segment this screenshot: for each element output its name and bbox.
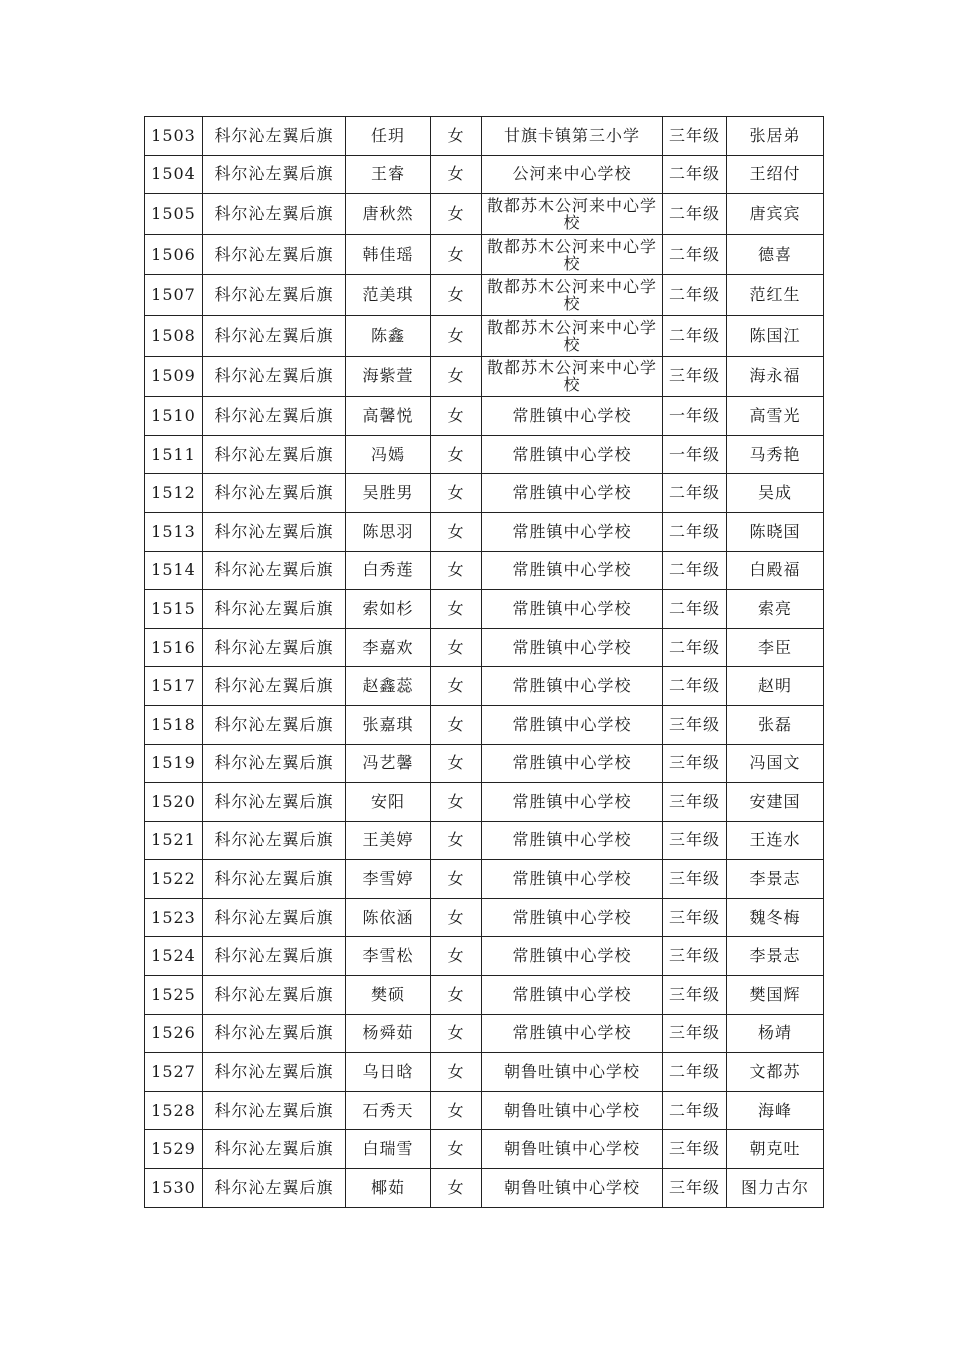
table-row (145, 474, 824, 513)
guardian-cell: 吴成 (727, 474, 824, 513)
gender-cell: 女 (431, 512, 482, 551)
gender-cell: 女 (431, 898, 482, 937)
guardian-cell: 安建国 (727, 783, 824, 822)
table-row (145, 898, 824, 937)
banner-cell: 科尔沁左翼后旗 (203, 275, 346, 316)
serial-number-cell: 1508 (145, 315, 203, 356)
banner-cell: 科尔沁左翼后旗 (203, 155, 346, 194)
serial-number-cell: 1514 (145, 551, 203, 590)
gender-cell: 女 (431, 667, 482, 706)
gender-cell: 女 (431, 590, 482, 629)
gender-cell: 女 (431, 234, 482, 275)
student-name-cell: 吴胜男 (346, 474, 431, 513)
grade-cell: 二年级 (663, 1091, 727, 1130)
student-name-cell: 李雪婷 (346, 860, 431, 899)
gender-cell: 女 (431, 275, 482, 316)
table-row (145, 1014, 824, 1053)
school-cell: 公河来中心学校 (482, 155, 663, 194)
gender-cell: 女 (431, 1014, 482, 1053)
serial-number-cell: 1522 (145, 860, 203, 899)
gender-cell: 女 (431, 155, 482, 194)
guardian-cell: 文都苏 (727, 1053, 824, 1092)
banner-cell: 科尔沁左翼后旗 (203, 1130, 346, 1169)
school-cell: 常胜镇中心学校 (482, 744, 663, 783)
grade-cell: 三年级 (663, 860, 727, 899)
guardian-cell: 陈晓国 (727, 512, 824, 551)
guardian-cell: 索亮 (727, 590, 824, 629)
table-row (145, 117, 824, 156)
grade-cell: 三年级 (663, 821, 727, 860)
table-row (145, 397, 824, 436)
table-row (145, 234, 824, 275)
grade-cell: 三年级 (663, 705, 727, 744)
student-name-cell: 陈鑫 (346, 315, 431, 356)
school-cell: 常胜镇中心学校 (482, 667, 663, 706)
guardian-cell: 唐宾宾 (727, 194, 824, 235)
serial-number-cell: 1517 (145, 667, 203, 706)
banner-cell: 科尔沁左翼后旗 (203, 705, 346, 744)
grade-cell: 二年级 (663, 155, 727, 194)
grade-cell: 三年级 (663, 937, 727, 976)
school-cell: 常胜镇中心学校 (482, 821, 663, 860)
gender-cell: 女 (431, 744, 482, 783)
guardian-cell: 陈国江 (727, 315, 824, 356)
banner-cell: 科尔沁左翼后旗 (203, 356, 346, 397)
gender-cell: 女 (431, 474, 482, 513)
grade-cell: 二年级 (663, 194, 727, 235)
banner-cell: 科尔沁左翼后旗 (203, 474, 346, 513)
gender-cell: 女 (431, 117, 482, 156)
school-cell: 散都苏木公河来中心学校 (482, 194, 663, 235)
student-name-cell: 王美婷 (346, 821, 431, 860)
serial-number-cell: 1520 (145, 783, 203, 822)
table-row (145, 590, 824, 629)
student-name-cell: 冯艺馨 (346, 744, 431, 783)
serial-number-cell: 1528 (145, 1091, 203, 1130)
student-name-cell: 王睿 (346, 155, 431, 194)
grade-cell: 二年级 (663, 512, 727, 551)
serial-number-cell: 1506 (145, 234, 203, 275)
table-row (145, 628, 824, 667)
serial-number-cell: 1510 (145, 397, 203, 436)
serial-number-cell: 1525 (145, 976, 203, 1015)
guardian-cell: 冯国文 (727, 744, 824, 783)
serial-number-cell: 1519 (145, 744, 203, 783)
gender-cell: 女 (431, 1130, 482, 1169)
school-cell: 常胜镇中心学校 (482, 397, 663, 436)
student-name-cell: 杨舜茹 (346, 1014, 431, 1053)
gender-cell: 女 (431, 356, 482, 397)
guardian-cell: 杨靖 (727, 1014, 824, 1053)
table-row (145, 667, 824, 706)
guardian-cell: 马秀艳 (727, 435, 824, 474)
gender-cell: 女 (431, 860, 482, 899)
grade-cell: 二年级 (663, 1053, 727, 1092)
grade-cell: 一年级 (663, 397, 727, 436)
school-cell: 常胜镇中心学校 (482, 705, 663, 744)
school-cell: 常胜镇中心学校 (482, 628, 663, 667)
student-name-cell: 陈依涵 (346, 898, 431, 937)
banner-cell: 科尔沁左翼后旗 (203, 234, 346, 275)
table-row (145, 194, 824, 235)
table-row (145, 937, 824, 976)
grade-cell: 三年级 (663, 1169, 727, 1208)
grade-cell: 二年级 (663, 315, 727, 356)
school-cell: 常胜镇中心学校 (482, 435, 663, 474)
table-row (145, 356, 824, 397)
roster-body (145, 117, 824, 1208)
banner-cell: 科尔沁左翼后旗 (203, 821, 346, 860)
school-cell: 朝鲁吐镇中心学校 (482, 1169, 663, 1208)
gender-cell: 女 (431, 937, 482, 976)
serial-number-cell: 1509 (145, 356, 203, 397)
banner-cell: 科尔沁左翼后旗 (203, 783, 346, 822)
grade-cell: 三年级 (663, 356, 727, 397)
gender-cell: 女 (431, 821, 482, 860)
gender-cell: 女 (431, 976, 482, 1015)
gender-cell: 女 (431, 435, 482, 474)
banner-cell: 科尔沁左翼后旗 (203, 590, 346, 629)
school-cell: 散都苏木公河来中心学校 (482, 356, 663, 397)
guardian-cell: 魏冬梅 (727, 898, 824, 937)
table-row (145, 435, 824, 474)
student-name-cell: 赵鑫蕊 (346, 667, 431, 706)
table-row (145, 155, 824, 194)
student-name-cell: 韩佳瑶 (346, 234, 431, 275)
school-cell: 朝鲁吐镇中心学校 (482, 1053, 663, 1092)
school-cell: 常胜镇中心学校 (482, 590, 663, 629)
grade-cell: 三年级 (663, 783, 727, 822)
gender-cell: 女 (431, 1091, 482, 1130)
school-cell: 常胜镇中心学校 (482, 976, 663, 1015)
serial-number-cell: 1511 (145, 435, 203, 474)
guardian-cell: 白殿福 (727, 551, 824, 590)
banner-cell: 科尔沁左翼后旗 (203, 435, 346, 474)
serial-number-cell: 1512 (145, 474, 203, 513)
banner-cell: 科尔沁左翼后旗 (203, 397, 346, 436)
grade-cell: 一年级 (663, 435, 727, 474)
student-name-cell: 白秀莲 (346, 551, 431, 590)
gender-cell: 女 (431, 194, 482, 235)
gender-cell: 女 (431, 783, 482, 822)
gender-cell: 女 (431, 628, 482, 667)
school-cell: 散都苏木公河来中心学校 (482, 275, 663, 316)
guardian-cell: 李景志 (727, 860, 824, 899)
banner-cell: 科尔沁左翼后旗 (203, 898, 346, 937)
banner-cell: 科尔沁左翼后旗 (203, 551, 346, 590)
grade-cell: 二年级 (663, 590, 727, 629)
table-row (145, 821, 824, 860)
student-name-cell: 张嘉琪 (346, 705, 431, 744)
grade-cell: 二年级 (663, 628, 727, 667)
school-cell: 朝鲁吐镇中心学校 (482, 1130, 663, 1169)
school-cell: 散都苏木公河来中心学校 (482, 315, 663, 356)
serial-number-cell: 1503 (145, 117, 203, 156)
school-cell: 常胜镇中心学校 (482, 898, 663, 937)
serial-number-cell: 1518 (145, 705, 203, 744)
student-name-cell: 范美琪 (346, 275, 431, 316)
serial-number-cell: 1505 (145, 194, 203, 235)
table-row (145, 860, 824, 899)
grade-cell: 二年级 (663, 551, 727, 590)
banner-cell: 科尔沁左翼后旗 (203, 976, 346, 1015)
grade-cell: 二年级 (663, 667, 727, 706)
banner-cell: 科尔沁左翼后旗 (203, 315, 346, 356)
table-row (145, 783, 824, 822)
table-row (145, 551, 824, 590)
student-name-cell: 唐秋然 (346, 194, 431, 235)
school-cell: 常胜镇中心学校 (482, 783, 663, 822)
guardian-cell: 海峰 (727, 1091, 824, 1130)
student-name-cell: 任玥 (346, 117, 431, 156)
table-row (145, 744, 824, 783)
guardian-cell: 海永福 (727, 356, 824, 397)
banner-cell: 科尔沁左翼后旗 (203, 1053, 346, 1092)
student-name-cell: 白瑞雪 (346, 1130, 431, 1169)
school-cell: 常胜镇中心学校 (482, 512, 663, 551)
table-row (145, 1169, 824, 1208)
serial-number-cell: 1527 (145, 1053, 203, 1092)
school-cell: 散都苏木公河来中心学校 (482, 234, 663, 275)
banner-cell: 科尔沁左翼后旗 (203, 1014, 346, 1053)
guardian-cell: 赵明 (727, 667, 824, 706)
guardian-cell: 朝克吐 (727, 1130, 824, 1169)
serial-number-cell: 1523 (145, 898, 203, 937)
gender-cell: 女 (431, 705, 482, 744)
banner-cell: 科尔沁左翼后旗 (203, 512, 346, 551)
table-row (145, 976, 824, 1015)
table-row (145, 1130, 824, 1169)
table-row (145, 315, 824, 356)
banner-cell: 科尔沁左翼后旗 (203, 117, 346, 156)
banner-cell: 科尔沁左翼后旗 (203, 194, 346, 235)
serial-number-cell: 1513 (145, 512, 203, 551)
guardian-cell: 王绍付 (727, 155, 824, 194)
student-name-cell: 李雪松 (346, 937, 431, 976)
grade-cell: 三年级 (663, 1130, 727, 1169)
serial-number-cell: 1521 (145, 821, 203, 860)
grade-cell: 三年级 (663, 117, 727, 156)
guardian-cell: 樊国辉 (727, 976, 824, 1015)
school-cell: 常胜镇中心学校 (482, 937, 663, 976)
student-name-cell: 安阳 (346, 783, 431, 822)
guardian-cell: 德喜 (727, 234, 824, 275)
student-name-cell: 石秀天 (346, 1091, 431, 1130)
school-cell: 常胜镇中心学校 (482, 860, 663, 899)
serial-number-cell: 1526 (145, 1014, 203, 1053)
grade-cell: 三年级 (663, 744, 727, 783)
school-cell: 常胜镇中心学校 (482, 474, 663, 513)
grade-cell: 三年级 (663, 898, 727, 937)
student-name-cell: 樊硕 (346, 976, 431, 1015)
grade-cell: 三年级 (663, 1014, 727, 1053)
school-cell: 朝鲁吐镇中心学校 (482, 1091, 663, 1130)
gender-cell: 女 (431, 551, 482, 590)
serial-number-cell: 1530 (145, 1169, 203, 1208)
guardian-cell: 李臣 (727, 628, 824, 667)
student-name-cell: 陈思羽 (346, 512, 431, 551)
guardian-cell: 王连水 (727, 821, 824, 860)
gender-cell: 女 (431, 315, 482, 356)
serial-number-cell: 1529 (145, 1130, 203, 1169)
table-row (145, 275, 824, 316)
table-row (145, 512, 824, 551)
banner-cell: 科尔沁左翼后旗 (203, 937, 346, 976)
banner-cell: 科尔沁左翼后旗 (203, 1091, 346, 1130)
student-name-cell: 索如杉 (346, 590, 431, 629)
serial-number-cell: 1504 (145, 155, 203, 194)
guardian-cell: 范红生 (727, 275, 824, 316)
banner-cell: 科尔沁左翼后旗 (203, 667, 346, 706)
guardian-cell: 图力古尔 (727, 1169, 824, 1208)
guardian-cell: 高雪光 (727, 397, 824, 436)
student-name-cell: 海紫萱 (346, 356, 431, 397)
student-name-cell: 椰茹 (346, 1169, 431, 1208)
serial-number-cell: 1507 (145, 275, 203, 316)
table-row (145, 1053, 824, 1092)
banner-cell: 科尔沁左翼后旗 (203, 860, 346, 899)
guardian-cell: 张磊 (727, 705, 824, 744)
serial-number-cell: 1515 (145, 590, 203, 629)
grade-cell: 二年级 (663, 474, 727, 513)
school-cell: 常胜镇中心学校 (482, 551, 663, 590)
student-name-cell: 李嘉欢 (346, 628, 431, 667)
student-name-cell: 乌日晗 (346, 1053, 431, 1092)
grade-cell: 二年级 (663, 234, 727, 275)
guardian-cell: 李景志 (727, 937, 824, 976)
student-name-cell: 冯嫣 (346, 435, 431, 474)
school-cell: 常胜镇中心学校 (482, 1014, 663, 1053)
grade-cell: 二年级 (663, 275, 727, 316)
gender-cell: 女 (431, 1169, 482, 1208)
student-roster-table (144, 116, 824, 1208)
banner-cell: 科尔沁左翼后旗 (203, 628, 346, 667)
student-name-cell: 高馨悦 (346, 397, 431, 436)
table-row (145, 1091, 824, 1130)
school-cell: 甘旗卡镇第三小学 (482, 117, 663, 156)
gender-cell: 女 (431, 397, 482, 436)
grade-cell: 三年级 (663, 976, 727, 1015)
gender-cell: 女 (431, 1053, 482, 1092)
banner-cell: 科尔沁左翼后旗 (203, 1169, 346, 1208)
guardian-cell: 张居弟 (727, 117, 824, 156)
table-row (145, 705, 824, 744)
serial-number-cell: 1524 (145, 937, 203, 976)
serial-number-cell: 1516 (145, 628, 203, 667)
banner-cell: 科尔沁左翼后旗 (203, 744, 346, 783)
